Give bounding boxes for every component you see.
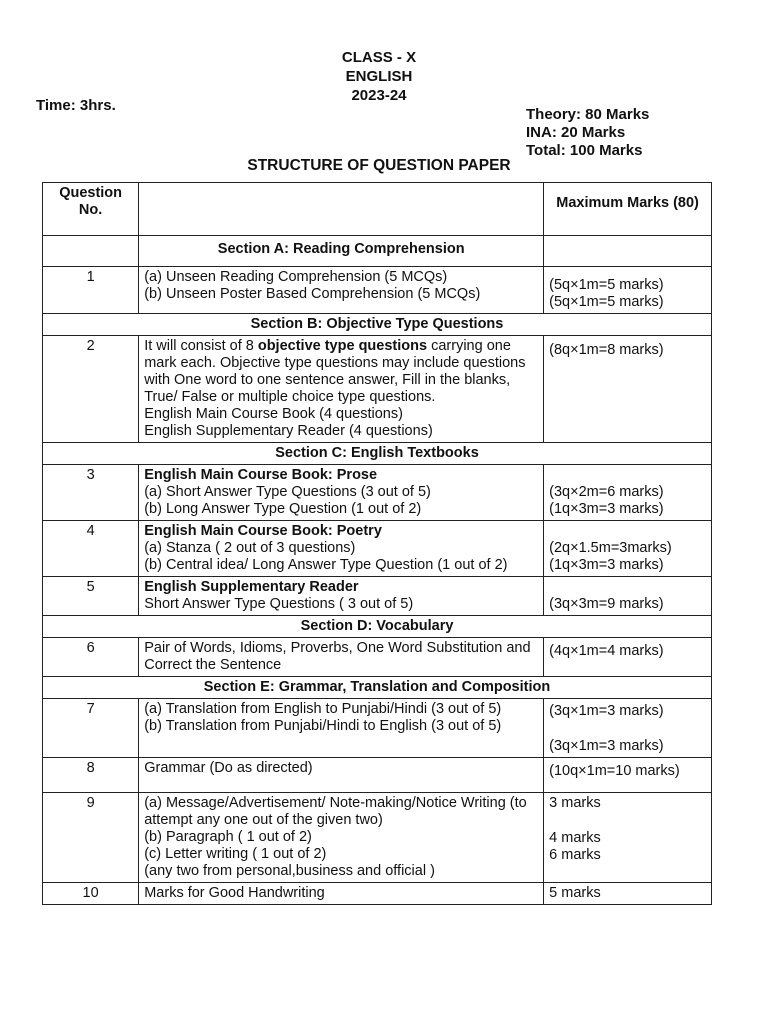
table-row [43,883,712,905]
page-title: STRUCTURE OF QUESTION PAPER [247,157,511,174]
section-row [43,677,712,699]
class-label: CLASS - X [341,49,417,66]
question-marks: (10q×1m=10 marks) [544,758,712,793]
question-number: 4 [43,521,139,577]
question-number: 7 [43,699,139,758]
section-row [43,314,712,336]
question-description: English Main Course Book: Prose (a) Short Answer Type Questions (3 out of 5) (b) Long Answer Type Question (1 out of 2) [139,465,544,521]
table-row [43,577,712,616]
section-e-heading: Section E: Grammar, Translation and Composition [43,677,712,699]
question-description: (a) Translation from English to Punjabi/Hindi (3 out of 5) (b) Translation from Punjabi/Hindi to English (3 out of 5) [139,699,544,758]
marks-summary [526,106,649,160]
question-number: 6 [43,638,139,677]
time-label: Time: 3hrs. [36,97,116,114]
question-description: English Main Course Book: Poetry (a) Stanza ( 2 out of 3 questions) (b) Central idea/ Long Answer Type Question (1 out of 2) [139,521,544,577]
table-row [43,793,712,883]
col-header-qno: Question No. [43,183,139,236]
question-description: (a) Unseen Reading Comprehension (5 MCQs) (b) Unseen Poster Based Comprehension (5 MCQs) [139,267,544,314]
subject-label: ENGLISH [345,68,413,85]
table-row [43,336,712,443]
section-c-heading: Section C: English Textbooks [43,443,712,465]
table-row [43,465,712,521]
question-number: 2 [43,336,139,443]
question-marks: (3q×2m=6 marks) (1q×3m=3 marks) [544,465,712,521]
question-marks: (3q×3m=9 marks) [544,577,712,616]
question-description: (a) Message/Advertisement/ Note-making/Notice Writing (to attempt any one out of the given two) (b) Paragraph ( 1 out of 2) (c) Letter writing ( 1 out of 2) (any two from personal,business and official ) [139,793,544,883]
question-description: Pair of Words, Idioms, Proverbs, One Word Substitution and Correct the Sentence [139,638,544,677]
session-label: 2023-24 [351,87,407,104]
question-marks: (8q×1m=8 marks) [544,336,712,443]
question-description: Grammar (Do as directed) [139,758,544,793]
question-number: 8 [43,758,139,793]
section-row [43,443,712,465]
section-d-heading: Section D: Vocabulary [43,616,712,638]
table-row [43,267,712,314]
total-marks: Total: 100 Marks [526,142,643,159]
question-description: It will consist of 8 objective type questions carrying one mark each. Objective type questions may include questions with One word to one sentence answer, Fill in the blanks, True/ False or multiple choice type questions. English Main Course Book (4 questions) English Supplementary Reader (4 questions) [139,336,544,443]
question-marks: (5q×1m=5 marks) (5q×1m=5 marks) [544,267,712,314]
question-marks: 3 marks 4 marks 6 marks [544,793,712,883]
table-row [43,758,712,793]
section-a-heading: Section A: Reading Comprehension [139,236,544,267]
question-number: 5 [43,577,139,616]
section-row [43,616,712,638]
question-description: English Supplementary Reader Short Answer Type Questions ( 3 out of 5) [139,577,544,616]
question-number: 3 [43,465,139,521]
question-marks: 5 marks [544,883,712,905]
theory-marks: Theory: 80 Marks [526,106,650,123]
question-number: 9 [43,793,139,883]
col-header-blank [139,183,544,236]
question-description: Marks for Good Handwriting [139,883,544,905]
question-marks: (3q×1m=3 marks) (3q×1m=3 marks) [544,699,712,758]
col-header-marks: Maximum Marks (80) [544,183,712,236]
ina-marks: INA: 20 Marks [526,124,626,141]
section-b-heading: Section B: Objective Type Questions [43,314,712,336]
question-marks: (4q×1m=4 marks) [544,638,712,677]
table-row [43,699,712,758]
section-row [43,236,712,267]
question-paper-table [42,182,712,905]
question-marks: (2q×1.5m=3marks) (1q×3m=3 marks) [544,521,712,577]
question-number: 1 [43,267,139,314]
table-row [43,638,712,677]
table-row [43,521,712,577]
table-header-row [43,183,712,236]
question-number: 10 [43,883,139,905]
